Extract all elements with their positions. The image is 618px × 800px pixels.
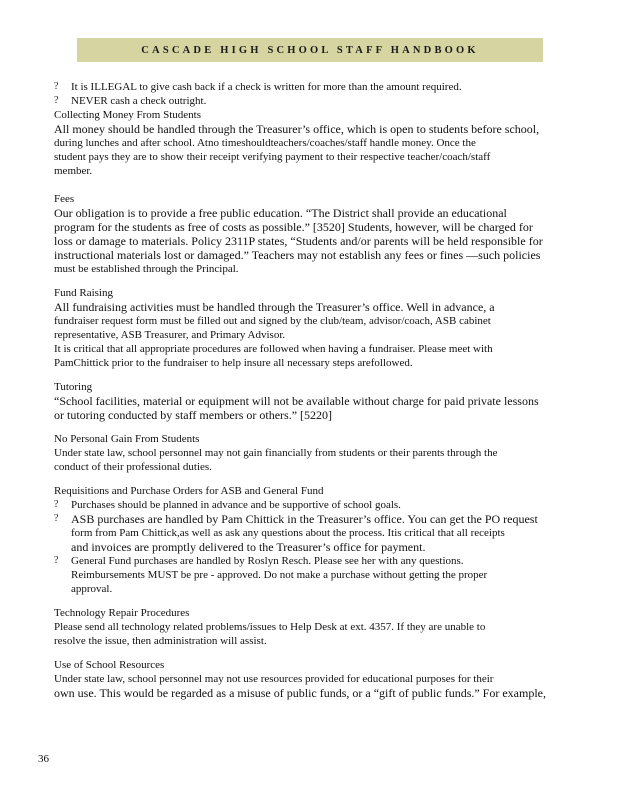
section-technology-repair xyxy=(54,606,550,648)
body-line: representative, ASB Treasurer, and Primary Advisor. xyxy=(54,329,286,341)
section-heading: Tutoring xyxy=(54,381,93,393)
body-line: loss or damage to materials. Policy 2311P states, “Students and/or parents will be held responsible for xyxy=(54,234,543,248)
bullet-text: ASB purchases are handled by Pam Chittick in the Treasurer’s office. You can get the PO request xyxy=(71,512,538,526)
handbook-title: CASCADE HIGH SCHOOL STAFF HANDBOOK xyxy=(141,44,479,56)
page-number: 36 xyxy=(38,753,49,765)
section-tutoring xyxy=(54,380,550,422)
bullet-text: form from Pam Chittick,as well as ask any questions about the process. Itis critical that all receipts xyxy=(71,527,505,539)
bullet-text: and invoices are promptly delivered to the Treasurer’s office for payment. xyxy=(71,540,426,554)
body-line: member. xyxy=(54,165,93,177)
section-heading: Use of School Resources xyxy=(54,659,165,671)
bullet-item xyxy=(54,94,550,108)
section-no-personal-gain xyxy=(54,432,550,474)
body-line: Under state law, school personnel may not gain financially from students or their parents through the xyxy=(54,447,498,459)
bullet-text: Reimbursements MUST be pre - approved. Do not make a purchase without getting the proper xyxy=(71,569,488,581)
body-line: “School facilities, material or equipment will not be available without charge for paid private lessons xyxy=(54,394,539,408)
body-line: fundraiser request form must be filled out and signed by the club/team, advisor/coach, ASB cabinet xyxy=(54,315,491,327)
section-heading: Technology Repair Procedures xyxy=(54,607,190,619)
body-line: resolve the issue, then administration will assist. xyxy=(54,635,267,647)
section-heading: No Personal Gain From Students xyxy=(54,433,200,445)
bullet-item xyxy=(54,554,550,596)
body-line: All fundraising activities must be handled through the Treasurer’s office. Well in advance, a xyxy=(54,300,495,314)
section-requisitions xyxy=(54,484,550,596)
page-content xyxy=(54,80,550,700)
body-line: own use. This would be regarded as a misuse of public funds, or a “gift of public funds.” For example, xyxy=(54,686,546,700)
bullet-text: approval. xyxy=(71,583,113,595)
bullet-glyph: ? xyxy=(54,513,59,524)
bullet-text: General Fund purchases are handled by Roslyn Resch. Please see her with any questions. xyxy=(71,555,464,567)
body-line: or tutoring conducted by staff members or others.” [5220] xyxy=(54,408,333,422)
bullet-item xyxy=(54,512,550,554)
bullet-text: Purchases should be planned in advance and be supportive of school goals. xyxy=(71,499,401,511)
bullet-glyph: ? xyxy=(54,81,59,92)
body-line: program for the students as free of costs as possible.” [3520] Students, however, will be charged for xyxy=(54,220,533,234)
bullet-glyph: ? xyxy=(54,555,59,566)
section-school-resources xyxy=(54,658,550,700)
bullet-text: NEVER cash a check outright. xyxy=(71,95,207,107)
section-heading: Requisitions and Purchase Orders for ASB and General Fund xyxy=(54,485,324,497)
body-line: All money should be handled through the Treasurer’s office, which is open to students before school, xyxy=(54,122,540,136)
section-heading: Collecting Money From Students xyxy=(54,109,201,121)
body-line: Please send all technology related problems/issues to Help Desk at ext. 4357. If they are unable to xyxy=(54,621,486,633)
body-line: during lunches and after school. Atno timeshouldteachers/coaches/staff handle money. Once the xyxy=(54,137,476,149)
body-line: Our obligation is to provide a free public education. “The District shall provide an educational xyxy=(54,206,507,220)
bullet-item xyxy=(54,80,550,94)
body-line: student pays they are to show their receipt verifying payment to their respective teacher/coach/staff xyxy=(54,151,491,163)
top-bullet-list xyxy=(54,80,550,108)
body-line: instructional materials lost or damaged.” Teachers may not establish any fees or fines —such policies xyxy=(54,248,541,262)
body-line: must be established through the Principal. xyxy=(54,263,239,275)
section-heading: Fund Raising xyxy=(54,287,113,299)
body-line: conduct of their professional duties. xyxy=(54,461,212,473)
section-heading: Fees xyxy=(54,193,75,205)
bullet-item xyxy=(54,498,550,512)
section-fund-raising xyxy=(54,286,550,370)
bullet-glyph: ? xyxy=(54,499,59,510)
body-line: It is critical that all appropriate procedures are followed when having a fundraiser. Please meet with xyxy=(54,343,493,355)
bullet-glyph: ? xyxy=(54,95,59,106)
body-line: PamChittick prior to the fundraiser to help insure all necessary steps arefollowed. xyxy=(54,357,413,369)
header-band xyxy=(77,38,543,62)
section-fees xyxy=(54,192,550,276)
body-line: Under state law, school personnel may not use resources provided for educational purposes for their xyxy=(54,673,494,685)
section-collecting-money xyxy=(54,108,550,178)
bullet-text: It is ILLEGAL to give cash back if a check is written for more than the amount required. xyxy=(71,81,462,93)
